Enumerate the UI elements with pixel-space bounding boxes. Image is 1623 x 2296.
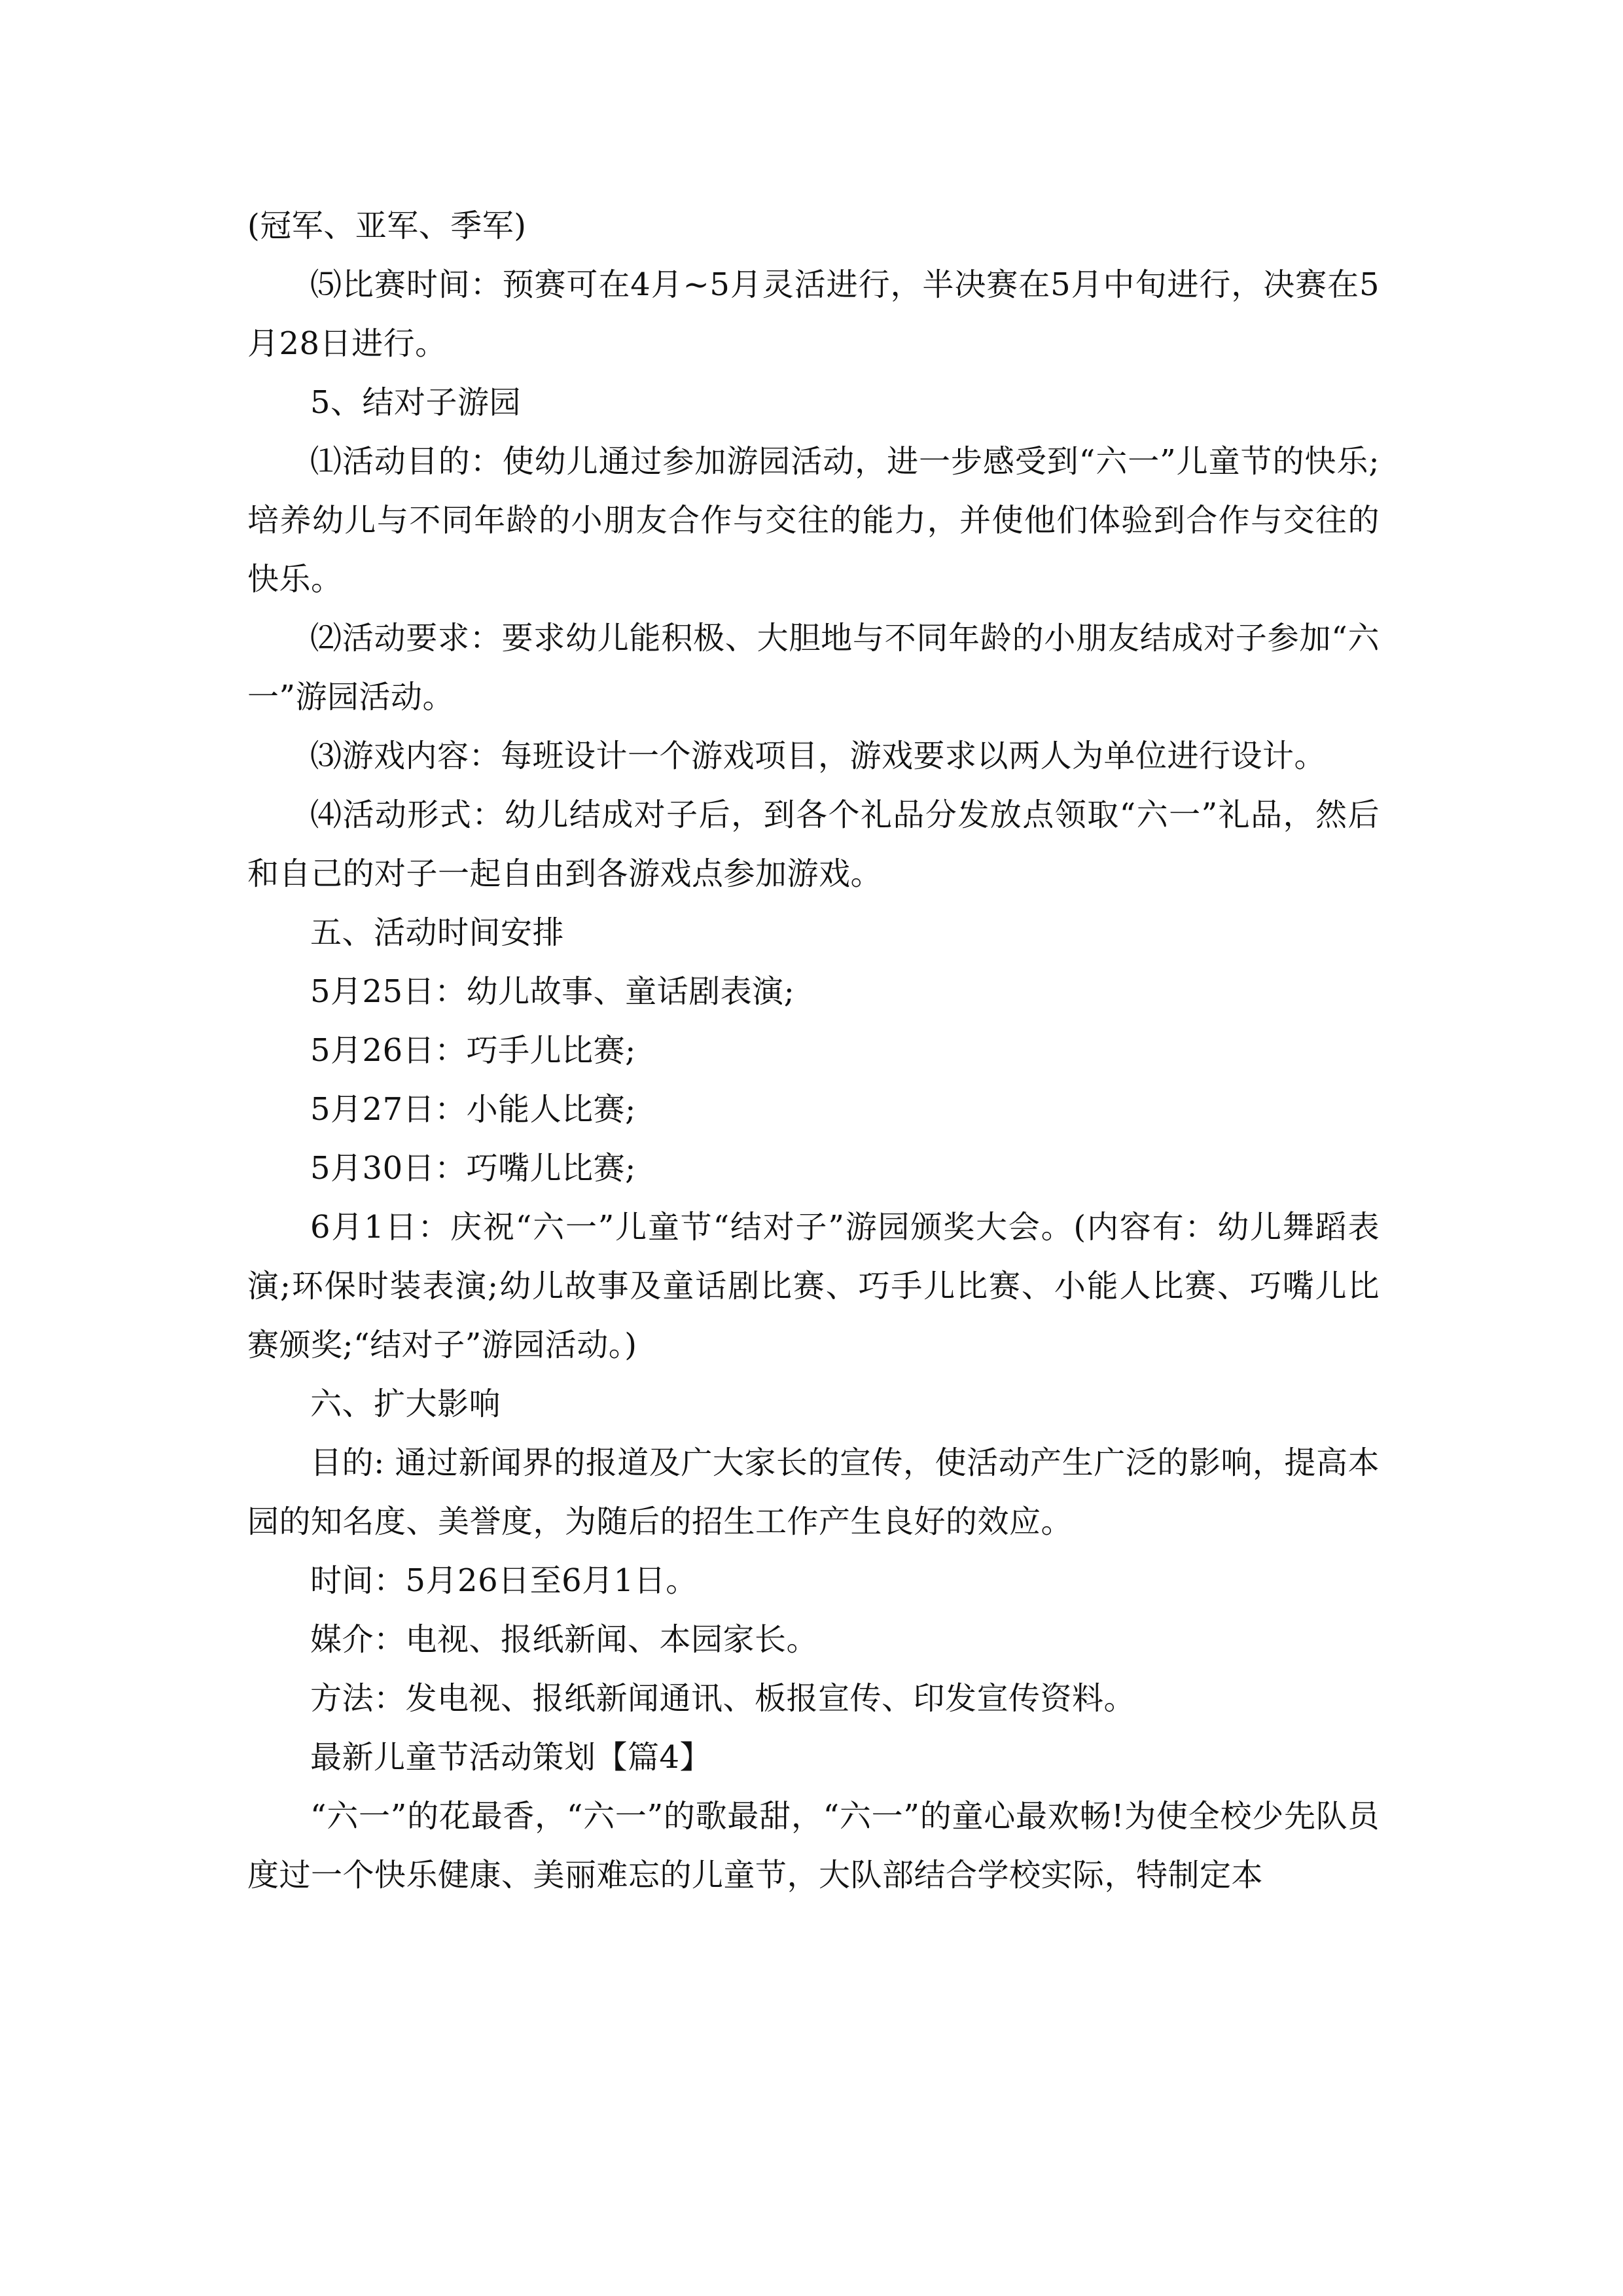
- schedule-item-may-27: 5月27日：小能人比赛;: [310, 1091, 636, 1128]
- schedule-item-june-1: 6月1日：庆祝“六一”儿童节“结对子”游园颁奖大会。(内容有：幼儿舞蹈表演;环保时装表演;幼儿故事及童话剧比赛、巧手儿比赛、小能人比赛、巧嘴儿比赛颁奖;“结对子”游园活动。): [247, 1209, 1380, 1363]
- paragraph-prize-ranks: (冠军、亚军、季军): [247, 207, 527, 244]
- schedule-item-may-26: 5月26日：巧手儿比赛;: [310, 1032, 636, 1069]
- article-heading-part-4: 最新儿童节活动策划【篇4】: [310, 1739, 712, 1776]
- section-heading-pair-garden-tour: 5、结对子游园: [310, 384, 522, 421]
- paragraph-activity-format: ⑷活动形式：幼儿结成对子后，到各个礼品分发放点领取“六一”礼品，然后和自己的对子一起自由到各游戏点参加游戏。: [247, 797, 1380, 892]
- schedule-item-may-30: 5月30日：巧嘴儿比赛;: [310, 1150, 636, 1187]
- section-heading-expand-influence: 六、扩大影响: [310, 1386, 501, 1422]
- section-heading-schedule: 五、活动时间安排: [310, 914, 565, 951]
- paragraph-part-4-intro: “六一”的花最香，“六一”的歌最甜，“六一”的童心最欢畅!为使全校少先队员度过一个快乐健康、美丽难忘的儿童节，大队部结合学校实际，特制定本: [247, 1798, 1380, 1893]
- paragraph-influence-media: 媒介：电视、报纸新闻、本园家长。: [310, 1621, 819, 1658]
- paragraph-activity-purpose: ⑴活动目的：使幼儿通过参加游园活动，进一步感受到“六一”儿童节的快乐;培养幼儿与不同年龄的小朋友合作与交往的能力，并使他们体验到合作与交往的快乐。: [247, 443, 1380, 598]
- paragraph-influence-time: 时间：5月26日至6月1日。: [310, 1562, 698, 1599]
- document-body: [247, 196, 1380, 1905]
- paragraph-influence-purpose: 目的: 通过新闻界的报道及广大家长的宣传，使活动产生广泛的影响，提高本园的知名度、美誉度，为随后的招生工作产生良好的效应。: [247, 1444, 1380, 1540]
- paragraph-game-content: ⑶游戏内容：每班设计一个游戏项目，游戏要求以两人为单位进行设计。: [310, 738, 1327, 774]
- schedule-item-may-25: 5月25日：幼儿故事、童话剧表演;: [310, 973, 795, 1010]
- paragraph-influence-method: 方法：发电视、报纸新闻通讯、板报宣传、印发宣传资料。: [310, 1680, 1136, 1717]
- paragraph-competition-time: ⑸比赛时间：预赛可在4月~5月灵活进行，半决赛在5月中旬进行，决赛在5月28日进行。: [247, 266, 1380, 362]
- paragraph-activity-requirements: ⑵活动要求：要求幼儿能积极、大胆地与不同年龄的小朋友结成对子参加“六一”游园活动。: [247, 620, 1380, 715]
